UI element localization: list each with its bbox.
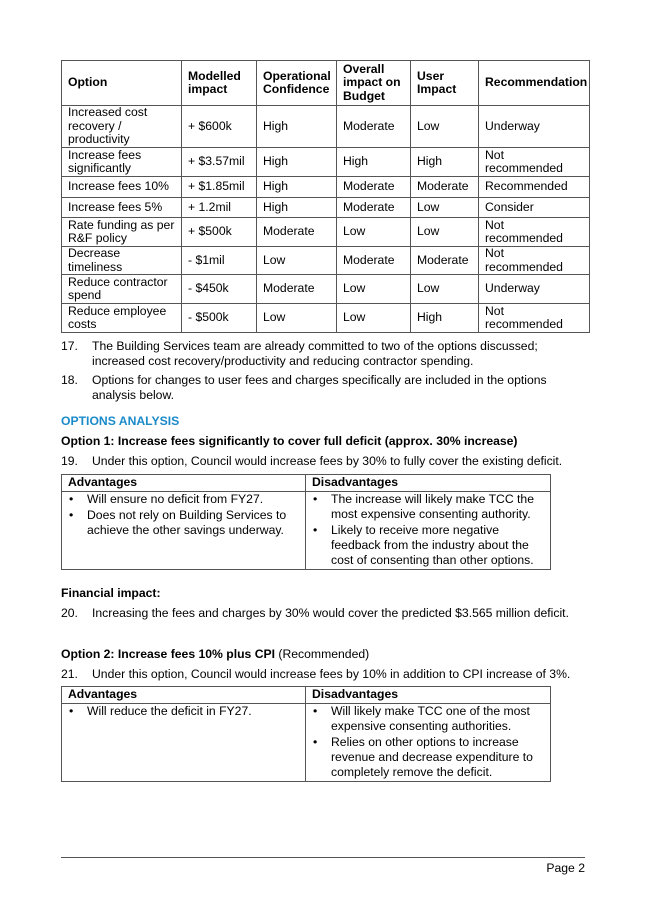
table-cell: Not recommended [479, 218, 590, 247]
paragraph-text: Under this option, Council would increase fees by 30% to fully cover the existing deficit. [92, 454, 563, 468]
list-item [68, 508, 299, 538]
table-cell: Increase fees 10% [62, 177, 182, 198]
table-cell: High [257, 177, 337, 198]
bullet-icon: • [69, 704, 74, 718]
list-item-text: Will ensure no deficit from FY27. [87, 492, 264, 506]
table-row [62, 198, 590, 218]
table-cell: Moderate [337, 177, 411, 198]
table-cell: Low [411, 198, 479, 218]
list-item [312, 523, 544, 568]
table-cell: Moderate [411, 247, 479, 275]
table-cell: Moderate [337, 198, 411, 218]
table-cell: Low [257, 247, 337, 275]
table-cell: Increase fees significantly [62, 148, 182, 177]
table-cell: + $600k [182, 106, 257, 148]
table-cell: Moderate [411, 177, 479, 198]
table-cell: Increased cost recovery / productivity [62, 106, 182, 148]
advantages-list [68, 492, 299, 538]
advantages-list [68, 704, 299, 719]
table-cell: - $1mil [182, 247, 257, 275]
bullet-icon: • [313, 492, 318, 506]
footer-divider [61, 857, 585, 858]
advantages-header: Advantages [62, 475, 306, 492]
option1-heading: Option 1: Increase fees significantly to cover full deficit (approx. 30% increase) [61, 434, 518, 448]
table-cell: Increase fees 5% [62, 198, 182, 218]
advantages-cell [62, 492, 306, 570]
bullet-icon: • [313, 704, 318, 718]
paragraph-number: 20. [61, 606, 78, 620]
paragraph-number: 18. [61, 373, 78, 387]
table-cell: Not recommended [479, 148, 590, 177]
option2-heading-title: Option 2: Increase fees 10% plus CPI [61, 647, 276, 661]
table-cell: High [257, 198, 337, 218]
table-cell: + $1.85mil [182, 177, 257, 198]
table-cell: Reduce employee costs [62, 304, 182, 333]
table-cell: Moderate [257, 218, 337, 247]
option2-pros-cons-table [61, 686, 551, 782]
option2-heading [61, 647, 369, 661]
table-cell: + $500k [182, 218, 257, 247]
table-cell: Low [337, 275, 411, 304]
disadvantages-cell [306, 704, 551, 782]
list-item-text: Likely to receive more negative feedback from the industry about the cost of consenting than other options. [331, 523, 534, 567]
table-cell: Low [337, 304, 411, 333]
option1-pros-cons-table [61, 474, 551, 570]
disadvantages-header: Disadvantages [306, 687, 551, 704]
table-row [62, 247, 590, 275]
financial-impact-heading: Financial impact: [61, 586, 161, 600]
list-item-text: Does not rely on Building Services to achieve the other savings underway. [87, 508, 287, 537]
table-cell: High [257, 106, 337, 148]
table-cell: High [411, 148, 479, 177]
table-cell: High [257, 148, 337, 177]
options-summary-table [61, 60, 590, 333]
table-cell: High [411, 304, 479, 333]
disadvantages-cell [306, 492, 551, 570]
page-number: Page 2 [546, 861, 585, 875]
table-cell: Moderate [257, 275, 337, 304]
table-cell: Low [257, 304, 337, 333]
table-cell: Low [411, 275, 479, 304]
table-cell: + 1.2mil [182, 198, 257, 218]
disadvantages-list [312, 492, 544, 568]
disadvantages-list [312, 704, 544, 780]
table-row [62, 148, 590, 177]
bullet-icon: • [313, 735, 318, 749]
table-row [62, 275, 590, 304]
table-cell: - $500k [182, 304, 257, 333]
table-cell: Moderate [337, 106, 411, 148]
table-cell: Reduce contractor spend [62, 275, 182, 304]
bullet-icon: • [313, 523, 318, 537]
list-item-text: Relies on other options to increase revenue and decrease expenditure to completely remove the deficit. [331, 735, 533, 779]
table-cell: Not recommended [479, 247, 590, 275]
list-item-text: Will likely make TCC one of the most expensive consenting authorities. [331, 704, 530, 733]
paragraph-text: Increasing the fees and charges by 30% would cover the predicted $3.565 million deficit. [92, 606, 569, 620]
table-cell: Low [411, 218, 479, 247]
column-header: User Impact [411, 61, 479, 106]
table-row [62, 106, 590, 148]
table-cell: Low [411, 106, 479, 148]
advantages-header: Advantages [62, 687, 306, 704]
table-header-row [62, 61, 590, 106]
column-header: Overall impact on Budget [337, 61, 411, 106]
column-header: Option [62, 61, 182, 106]
list-item [312, 735, 544, 780]
table-cell: Not recommended [479, 304, 590, 333]
paragraph-number: 19. [61, 454, 78, 468]
table-cell: + $3.57mil [182, 148, 257, 177]
list-item [68, 704, 299, 719]
table-cell: - $450k [182, 275, 257, 304]
options-analysis-heading: OPTIONS ANALYSIS [61, 414, 180, 428]
table-row [62, 177, 590, 198]
table-cell: Consider [479, 198, 590, 218]
table-cell: Decrease timeliness [62, 247, 182, 275]
table-cell: Recommended [479, 177, 590, 198]
table-header-row [62, 687, 551, 704]
table-row [62, 218, 590, 247]
paragraph-number: 17. [61, 339, 78, 353]
column-header: Modelled impact [182, 61, 257, 106]
table-cell: Low [337, 218, 411, 247]
column-header: Recommendation [479, 61, 590, 106]
paragraph-number: 21. [61, 667, 78, 681]
table-cell: Rate funding as per R&F policy [62, 218, 182, 247]
list-item-text: The increase will likely make TCC the most expensive consenting authority. [331, 492, 534, 521]
table-row [62, 492, 551, 570]
column-header: Operational Confidence [257, 61, 337, 106]
table-cell: High [337, 148, 411, 177]
disadvantages-header: Disadvantages [306, 475, 551, 492]
bullet-icon: • [69, 492, 74, 506]
option2-recommended-tag: (Recommended) [275, 647, 370, 661]
table-header-row [62, 475, 551, 492]
table-cell: Underway [479, 275, 590, 304]
paragraph-text: Under this option, Council would increase fees by 10% in addition to CPI increase of 3%. [92, 667, 571, 681]
table-cell: Moderate [337, 247, 411, 275]
table-cell: Underway [479, 106, 590, 148]
bullet-icon: • [69, 508, 74, 522]
list-item-text: Will reduce the deficit in FY27. [87, 704, 252, 718]
list-item [68, 492, 299, 507]
advantages-cell [62, 704, 306, 782]
table-row [62, 704, 551, 782]
paragraph-text: Options for changes to user fees and charges specifically are included in the options analysis below. [92, 373, 547, 402]
table-row [62, 304, 590, 333]
list-item [312, 492, 544, 522]
list-item [312, 704, 544, 734]
paragraph-text: The Building Services team are already committed to two of the options discussed; increased cost recovery/productivity and reducing contractor spending. [92, 339, 538, 368]
